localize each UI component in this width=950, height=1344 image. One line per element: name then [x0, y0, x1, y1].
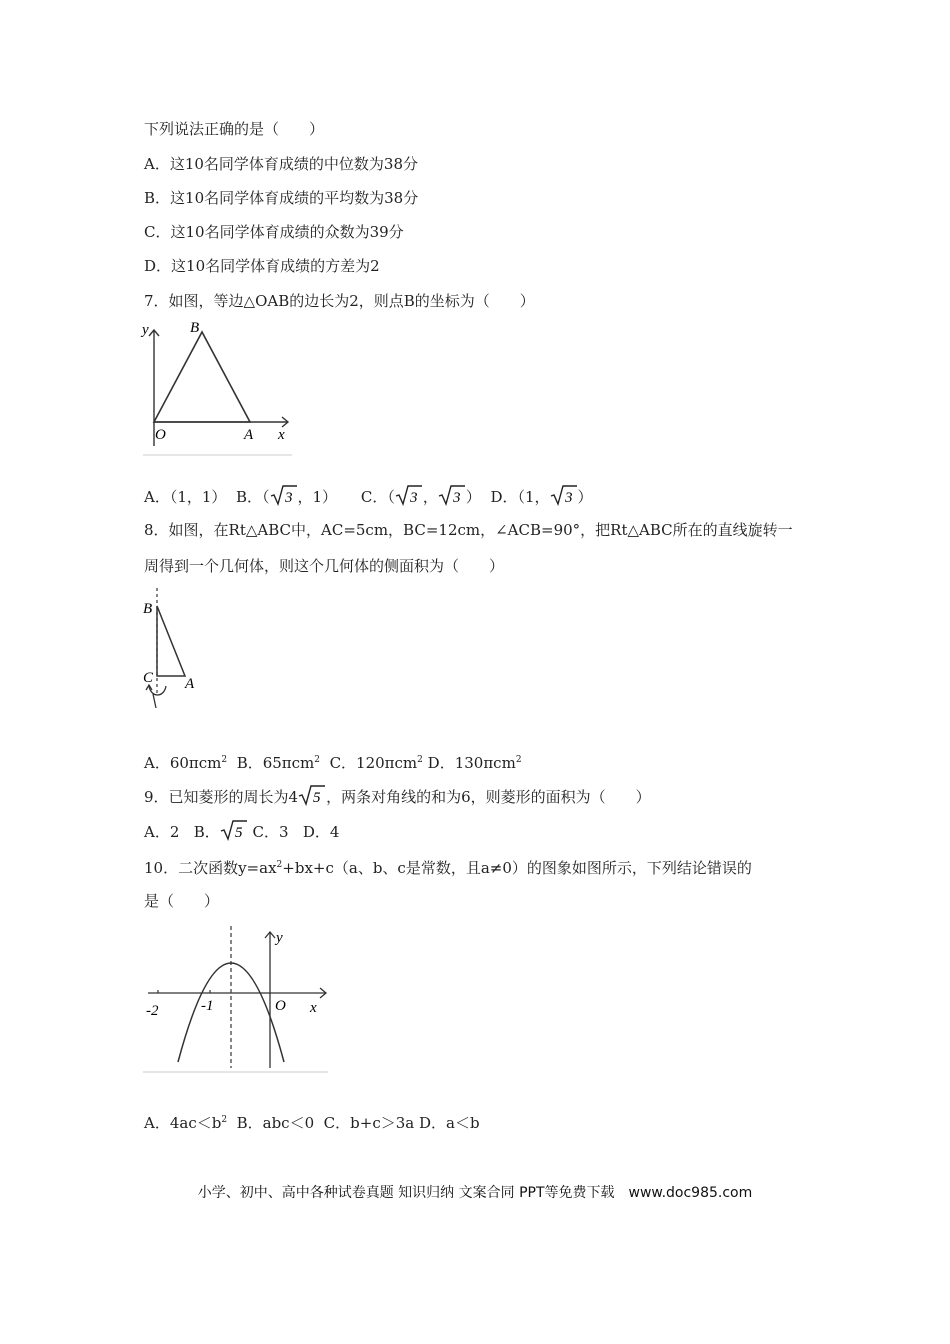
q7-option-c-suffix: ） — [465, 488, 481, 506]
q7-option-a: A．（1，1） — [144, 488, 227, 506]
q9-option-a: A．2 — [144, 823, 180, 841]
q8-fig-b-label: B — [143, 601, 153, 617]
q8-option-a: A．60πcm — [144, 754, 222, 772]
q8-stem-line1: 8．如图，在Rt△ABC中，AC=5cm，BC=12cm，∠ACB=90°，把Rt△ABC所在的直线旋转一 — [144, 521, 793, 539]
q10-fig-y-label: y — [276, 930, 283, 946]
q6-option-b: B．这10名同学体育成绩的平均数为38分 — [144, 189, 419, 207]
q10-option-d: D．a＜b — [419, 1114, 480, 1132]
q10-stem-prefix: 10．二次函数y=ax — [144, 859, 277, 877]
q8-option-c: C．120πcm — [329, 754, 418, 772]
q9-option-c: C．3 — [252, 823, 289, 841]
q6-stem: 下列说法正确的是（ ） — [144, 120, 325, 138]
q9-option-b-prefix: B． — [193, 823, 220, 841]
q9-stem-prefix: 9．已知菱形的周长为4 — [144, 788, 299, 806]
radicand: 3 — [452, 490, 461, 506]
q7-stem: 7．如图，等边△OAB的边长为2，则点B的坐标为（ ） — [144, 292, 535, 310]
q7-triangle-figure — [140, 318, 296, 458]
q8-option-d-exponent: 2 — [515, 755, 522, 765]
sqrt-icon — [220, 819, 248, 841]
q10-fig-x-label: x — [310, 1000, 317, 1016]
q7-option-c-mid: ， — [422, 488, 438, 506]
q10-option-b: B．abc＜0 — [236, 1114, 315, 1132]
q9-option-d: D．4 — [302, 823, 340, 841]
sqrt-icon — [270, 484, 298, 506]
q10-options — [144, 1110, 480, 1133]
q10-option-c: C．b+c＞3a — [323, 1114, 415, 1132]
sqrt-icon — [395, 484, 423, 506]
radicand: 5 — [234, 825, 243, 841]
q8-option-b-exponent: 2 — [314, 755, 321, 765]
q8-fig-a-label: A — [185, 676, 195, 692]
q7-fig-o-label: O — [155, 427, 166, 443]
q8-fig-c-label: C — [143, 670, 154, 686]
q7-fig-y-label: y — [142, 322, 149, 338]
q9-options — [144, 819, 339, 842]
q8-option-a-exponent: 2 — [221, 755, 228, 765]
q7-fig-b-label: B — [190, 320, 200, 336]
sqrt-icon — [438, 484, 466, 506]
q10-stem-line1 — [144, 855, 752, 878]
q7-option-b-suffix: ，1） — [297, 488, 338, 506]
q7-fig-x-label: x — [278, 427, 285, 443]
q10-fig-minus2-label: -2 — [146, 1003, 159, 1019]
q10-fig-o-label: O — [275, 998, 286, 1014]
q8-options — [144, 750, 522, 773]
radicand: 5 — [313, 790, 321, 806]
q7-options — [144, 484, 593, 507]
q10-option-a-exponent: 2 — [221, 1115, 228, 1125]
q7-fig-a-label: A — [244, 427, 254, 443]
q8-stem-line2: 周得到一个几何体，则这个几何体的侧面积为（ ） — [144, 557, 505, 575]
q8-option-c-exponent: 2 — [417, 755, 423, 765]
q6-option-d: D．这10名同学体育成绩的方差为2 — [144, 257, 380, 275]
radicand: 3 — [409, 490, 418, 506]
q10-option-a: A．4ac＜b — [144, 1114, 222, 1132]
page-footer: 小学、初中、高中各种试卷真题 知识归纳 文案合同 PPT等免费下载 www.doc985.com — [197, 1185, 753, 1201]
q8-option-b: B．65πcm — [236, 754, 315, 772]
q9-stem — [144, 784, 651, 807]
sqrt-icon — [298, 784, 326, 806]
q10-stem-line2: 是（ ） — [144, 892, 220, 910]
q9-stem-suffix: ，两条对角线的和为6，则菱形的面积为（ ） — [326, 788, 651, 806]
sqrt-icon — [550, 484, 578, 506]
q10-parabola-figure — [140, 922, 332, 1078]
q8-option-d: D．130πcm — [427, 754, 516, 772]
radicand: 3 — [284, 490, 292, 506]
q7-option-d-suffix: ） — [577, 488, 593, 506]
q6-option-c: C．这10名同学体育成绩的众数为39分 — [144, 223, 404, 241]
q7-option-c-prefix: C．（ — [360, 488, 395, 506]
q6-option-a: A．这10名同学体育成绩的中位数为38分 — [144, 155, 419, 173]
q8-right-triangle-figure — [140, 586, 210, 716]
q7-option-d-prefix: D．（1， — [490, 488, 550, 506]
radicand: 3 — [564, 490, 573, 506]
q7-option-b-prefix: B．（ — [235, 488, 270, 506]
q10-stem-exponent: 2 — [276, 860, 283, 870]
q10-stem-suffix: +bx+c（a、b、c是常数，且a≠0）的图象如图所示，下列结论错误的 — [282, 859, 752, 877]
q10-fig-minus1-label: -1 — [201, 998, 214, 1014]
